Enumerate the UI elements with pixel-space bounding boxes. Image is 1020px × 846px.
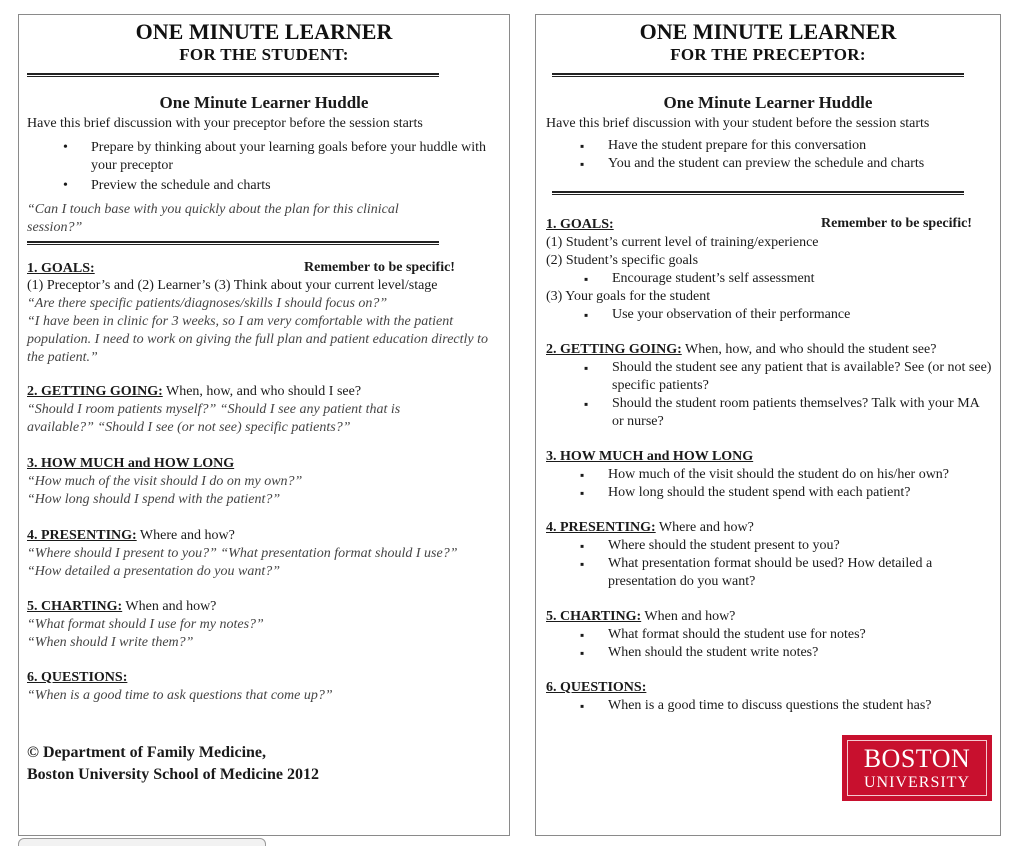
student-presenting-text: Where and how?: [136, 528, 235, 543]
student-huddle-heading: One Minute Learner Huddle: [159, 93, 369, 112]
preceptor-charting-text: When and how?: [641, 609, 736, 624]
student-huddle-list: [91, 139, 501, 195]
divider: [27, 73, 439, 77]
bottom-tab-strip: [18, 838, 266, 846]
student-goals-heading: 1. GOALS:: [27, 261, 95, 276]
list-item: ▪ Should the student see any patient that is available? See (or not see) specific patients?: [612, 359, 994, 395]
preceptor-subtitle: FOR THE PRECEPTOR:: [670, 45, 866, 64]
list-item: ▪ What format should the student use for notes?: [608, 626, 994, 644]
student-charting-text: When and how?: [122, 599, 217, 614]
copyright-line-1: © Department of Family Medicine,: [27, 744, 267, 761]
copyright-line-2: Boston University School of Medicine 2012: [27, 766, 319, 783]
student-getting-going-heading: 2. GETTING GOING:: [27, 384, 163, 399]
student-goals-quote-2: “I have been in clinic for 3 weeks, so I am very comfortable with the patient population. I need to work on giving the full plan and patient education directly to the patient.”: [27, 314, 489, 365]
divider: [27, 241, 439, 245]
list-item: ▪ When should the student write notes?: [608, 644, 994, 662]
preceptor-huddle-intro: Have this brief discussion with your student before the session starts: [546, 116, 930, 131]
logo-text-boston: BOSTON: [863, 744, 971, 773]
list-item: • Preview the schedule and charts: [91, 177, 501, 195]
student-goals-text: (1) Preceptor’s and (2) Learner’s (3) Think about your current level/stage: [27, 278, 438, 293]
list-item: ▪ When is a good time to discuss questions the student has?: [608, 697, 994, 715]
preceptor-presenting-heading: 4. PRESENTING:: [546, 520, 656, 535]
preceptor-panel: [535, 14, 1001, 836]
student-questions-quote: “When is a good time to ask questions that come up?”: [27, 688, 333, 703]
preceptor-title: ONE MINUTE LEARNER: [639, 19, 897, 44]
list-item: ▪ Encourage student’s self assessment: [612, 270, 982, 288]
student-questions-heading: 6. QUESTIONS:: [27, 670, 128, 685]
list-item: ▪ How much of the visit should the student do on his/her own?: [608, 466, 994, 484]
logo-text-university: UNIVERSITY: [864, 774, 970, 791]
student-huddle-quote: “Can I touch base with you quickly about the plan for this clinical session?”: [27, 202, 399, 235]
list-item: ▪ How long should the student spend with each patient?: [608, 484, 994, 502]
preceptor-charting-heading: 5. CHARTING:: [546, 609, 642, 624]
preceptor-goals-line-3: (3) Your goals for the student: [546, 289, 711, 304]
student-getting-going-quote: “Should I room patients myself?” “Should I see any patient that is available?” “Should I see (or not see) specific patients?”: [27, 402, 401, 435]
divider: [552, 73, 964, 77]
preceptor-questions-heading: 6. QUESTIONS:: [546, 680, 647, 695]
preceptor-getting-going-heading: 2. GETTING GOING:: [546, 342, 682, 357]
student-panel: [18, 14, 510, 836]
preceptor-presenting-text: Where and how?: [655, 520, 754, 535]
list-item: ▪ What presentation format should be used? How detailed a presentation do you want?: [608, 555, 974, 591]
student-how-much-quote-1: “How much of the visit should I do on my own?”: [27, 474, 303, 489]
list-item: ▪ Use your observation of their performance: [612, 306, 982, 324]
list-item: • Prepare by thinking about your learning goals before your huddle with your preceptor: [91, 139, 501, 175]
student-charting-quote-1: “What format should I use for my notes?”: [27, 617, 264, 632]
student-remember-note: Remember to be specific!: [304, 260, 455, 275]
divider: [552, 191, 964, 195]
preceptor-getting-going-text: When, how, and who should the student see?: [681, 342, 937, 357]
boston-university-logo: [842, 735, 992, 801]
preceptor-how-much-heading: 3. HOW MUCH and HOW LONG: [546, 449, 754, 464]
list-item: ▪ Have the student prepare for this conversation: [608, 137, 993, 155]
list-item: ▪ You and the student can preview the schedule and charts: [608, 155, 993, 173]
student-how-much-quote-2: “How long should I spend with the patient?”: [27, 492, 281, 507]
student-presenting-heading: 4. PRESENTING:: [27, 528, 137, 543]
list-item: ▪ Should the student room patients themselves? Talk with your MA or nurse?: [612, 395, 994, 431]
list-item: ▪ Where should the student present to you?: [608, 537, 974, 555]
preceptor-goals-heading: 1. GOALS:: [546, 217, 614, 232]
student-presenting-quote: “Where should I present to you?” “What presentation format should I use?” “How detailed a presentation do you want?”: [27, 546, 458, 579]
student-charting-heading: 5. CHARTING:: [27, 599, 123, 614]
student-title: ONE MINUTE LEARNER: [135, 19, 393, 44]
student-how-much-heading: 3. HOW MUCH and HOW LONG: [27, 456, 235, 471]
student-huddle-intro: Have this brief discussion with your preceptor before the session starts: [27, 116, 423, 131]
preceptor-huddle-list: [608, 137, 993, 173]
preceptor-remember-note: Remember to be specific!: [821, 216, 972, 231]
student-goals-quote-1: “Are there specific patients/diagnoses/skills I should focus on?”: [27, 296, 388, 311]
preceptor-goals-line-1: (1) Student’s current level of training/experience: [546, 235, 819, 250]
preceptor-huddle-heading: One Minute Learner Huddle: [663, 93, 873, 112]
preceptor-goals-line-2: (2) Student’s specific goals: [546, 253, 699, 268]
student-getting-going-text: When, how, and who should I see?: [162, 384, 362, 399]
student-charting-quote-2: “When should I write them?”: [27, 635, 194, 650]
student-subtitle: FOR THE STUDENT:: [179, 45, 349, 64]
